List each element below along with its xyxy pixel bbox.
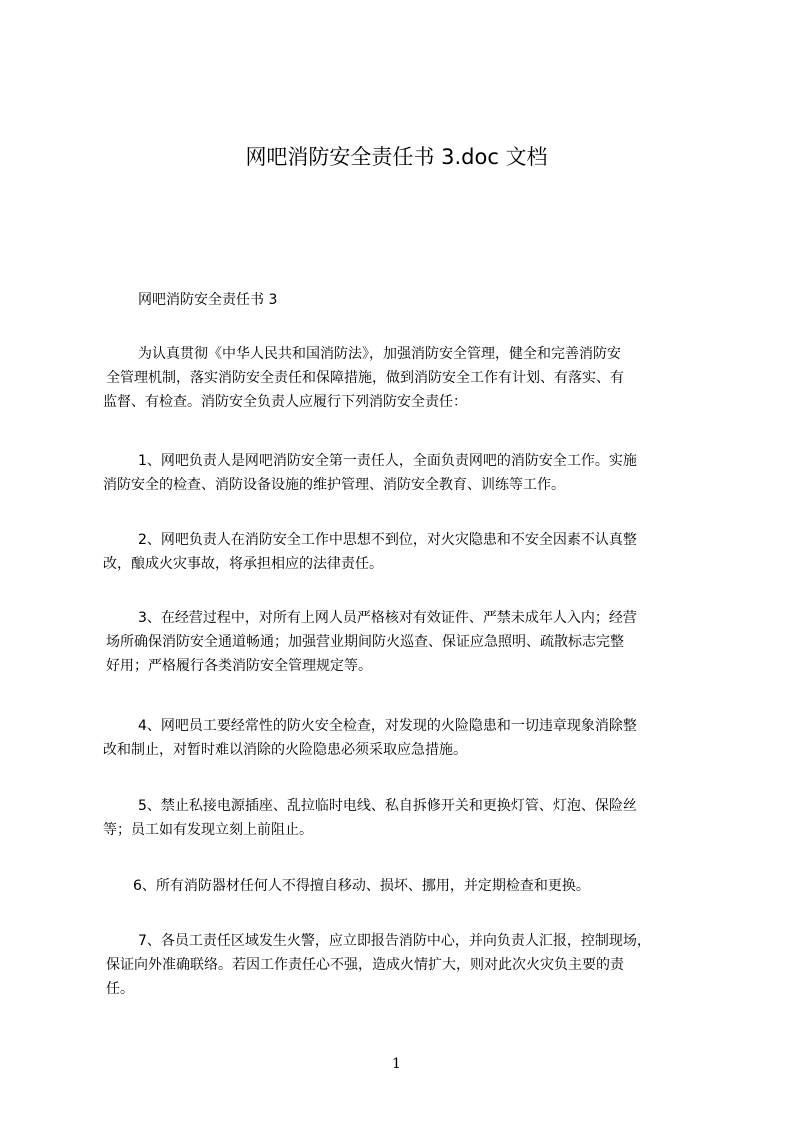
- paragraph-line: 4、网吧员工要经常性的防火安全检查，对发现的火险隐患和一切违章现象消除整: [138, 718, 637, 734]
- document-subtitle: 网吧消防安全责任书 3: [138, 292, 278, 308]
- paragraph-item-7: [103, 929, 715, 1001]
- paragraph-line: 等；员工如有发现立刻上前阻止。: [103, 822, 313, 838]
- paragraph-line: 为认真贯彻《中华人民共和国消防法》，加强消防安全管理，健全和完善消防安: [138, 346, 621, 362]
- paragraph-item-3: [103, 606, 715, 678]
- paragraph-item-5: [103, 794, 715, 842]
- paragraph-line: 6、所有消防器材任何人不得擅自移动、损坏、挪用，并定期检查和更换。: [133, 878, 590, 894]
- paragraph-line: 改，酿成火灾事故，将承担相应的法律责任。: [103, 556, 383, 572]
- page-number: 1: [392, 1056, 401, 1072]
- paragraph-line: 好用；严格履行各类消防安全管理规定等。: [106, 658, 372, 674]
- paragraph-line: 2、网吧负责人在消防安全工作中思想不到位，对火灾隐患和不安全因素不认真整: [138, 532, 637, 548]
- paragraph-line: 任。: [106, 981, 134, 997]
- paragraph-line: 保证向外准确联络。若因工作责任心不强，造成火情扩大，则对此次火灾负主要的责: [106, 957, 624, 973]
- paragraph-line: 改和制止，对暂时难以消除的火险隐患必须采取应急措施。: [103, 742, 467, 758]
- paragraph-line: 监督、有检查。消防安全负责人应履行下列消防安全责任：: [103, 394, 467, 410]
- paragraph-item-2: [103, 528, 715, 576]
- paragraph-line: 3、在经营过程中，对所有上网人员严格核对有效证件、严禁未成年人入内；经营: [138, 610, 637, 626]
- paragraph-intro: [103, 342, 715, 414]
- paragraph-line: 7、各员工责任区域发生火警，应立即报告消防中心，并向负责人汇报，控制现场，: [138, 933, 651, 949]
- paragraph-item-6: [103, 874, 715, 898]
- paragraph-item-1: [103, 449, 715, 497]
- paragraph-item-4: [103, 714, 715, 762]
- paragraph-line: 5、禁止私接电源插座、乱拉临时电线、私自拆修开关和更换灯管、灯泡、保险丝: [138, 798, 637, 814]
- paragraph-line: 消防安全的检查、消防设备设施的维护管理、消防安全教育、训练等工作。: [103, 477, 565, 493]
- paragraph-line: 场所确保消防安全通道畅通；加强营业期间防火巡查、保证应急照明、疏散标志完整: [106, 634, 624, 650]
- paragraph-line: 1、网吧负责人是网吧消防安全第一责任人，全面负责网吧的消防安全工作。实施: [138, 453, 637, 469]
- document-title: 网吧消防安全责任书 3.doc 文档: [245, 145, 548, 169]
- paragraph-line: 全管理机制，落实消防安全责任和保障措施，做到消防安全工作有计划、有落实、有: [106, 370, 624, 386]
